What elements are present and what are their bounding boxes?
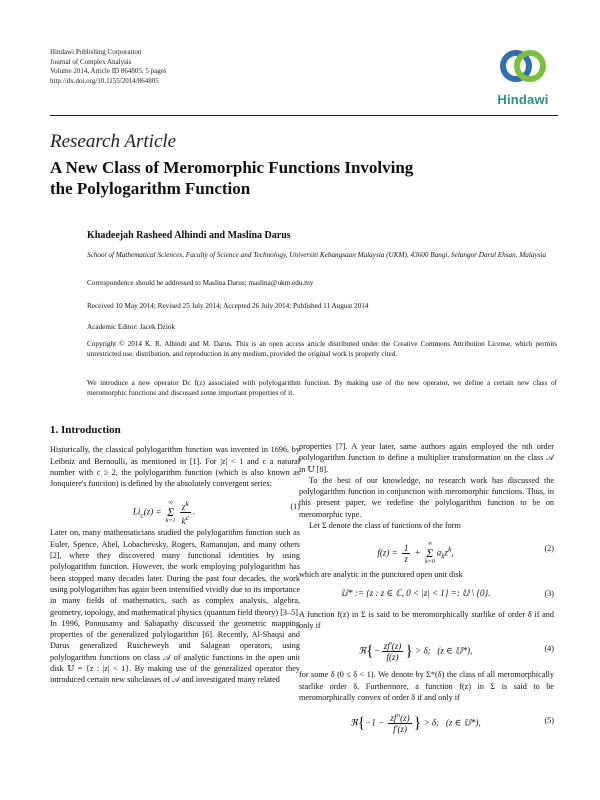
title-line-2: the Polylogarithm Function bbox=[50, 179, 251, 198]
academic-editor: Academic Editor: Jacek Dziok bbox=[87, 323, 176, 331]
equation-3 bbox=[299, 585, 554, 605]
right-column bbox=[299, 441, 554, 741]
journal-name: Journal of Complex Analysis bbox=[50, 57, 132, 66]
equation-number: (1) bbox=[290, 502, 300, 512]
equation-1: $Li_c(z)$ = ∞ Σ k=1 $\frac{z^k}{k^c}$ . (1) bbox=[132, 499, 300, 527]
volume-info: Volume 2014, Article ID 864805, 5 pages bbox=[50, 67, 167, 75]
paper-title bbox=[50, 157, 530, 199]
doi-link[interactable]: http://dx.doi.org/10.1155/2014/864805 bbox=[50, 76, 159, 85]
equation-number: (4) bbox=[544, 644, 554, 654]
equation-3-body: 𝕌* := {z : z ∈ ℂ, 0 < |z| < 1} =: 𝕌 \ {0}. bbox=[340, 587, 491, 598]
journal-header bbox=[50, 48, 167, 86]
right-paragraph-1: properties [7]. A year later, same authors again employed the nth order polylogarithm function to define a multiplier transformation on the class 𝒜 in 𝕌 [8]. bbox=[299, 442, 554, 474]
equation-number: (5) bbox=[544, 716, 554, 726]
author-list: Khadeejah Rasheed Alhindi and Maslina Darus bbox=[87, 230, 291, 241]
section-heading: 1. Introduction bbox=[50, 424, 121, 436]
publication-dates: Received 10 May 2014; Revised 25 July 2014; Accepted 26 July 2014; Published 11 August 2014 bbox=[87, 302, 369, 310]
left-column bbox=[50, 425, 300, 686]
correspondence: Correspondence should be addressed to Maslina Darus; maslina@ukm.edu.my bbox=[87, 279, 314, 287]
equation-5: ℜ{−1 − $\frac{zf''(z)}{f'(z)}$ } > δ; (z ∈ 𝕌*), (5) bbox=[350, 713, 554, 735]
logo-wordmark: Hindawi bbox=[497, 92, 549, 107]
equation-number: (3) bbox=[544, 588, 554, 598]
abstract: We introduce a new operator Dc f(z) associated with polylogarithm function. By making use of the new operator, we define a certain new class of meromorphic functions and discussed some important properties of it. bbox=[87, 378, 557, 397]
equation-number: (2) bbox=[544, 544, 554, 554]
right-paragraph-2: To the best of our knowledge, no research work has discussed the polylogarithm function in conjunction with meromorphic functions. Thus, in this present paper, we redefine the polylogarithm function to be on meromorphic type. bbox=[299, 475, 554, 519]
intro-paragraph-2: Later on, many mathematicians studied the polylogarithm function such as Euler, Spence, Abel, Lobachevsky, Rogers, Ramanujan, and many others [2], where they discovered many functional identities by using polylogarithm function. However, the work employing polylogarithm has been stopped many decades later. During the past four decades, the work using polylogarithm has again been intensified vividly due to its importance in many fields of mathematics, such as complex analysis, algebra, geometry, topology, and mathematical physics (quantum field theory) [3–5]. In 1996, Ponnusamy and Sabapathy discussed the geometric mapping properties of the generalized polylogarithm [6]. Recently, Al-Shaqsi and Darus generalized Ruscheweyh and Salagean operators, using polylogarithm functions on class 𝒜 of analytic functions in the open unit disk 𝕌 = {z : |z| < 1}. By making use of the generalized operator they introduced certain new subclasses of 𝒜 and investigated many related bbox=[50, 528, 300, 685]
equation-2: f(z) = $\frac{1}{z}$ + ∞ Σ $k=0a_kz^k$, (2) bbox=[377, 541, 554, 566]
copyright-notice: Copyright © 2014 K. R. Alhindi and M. Darus. This is an open access article distributed under the Creative Commons Attribution License, which permits unrestricted use, distribution, and reproduction in any medium, provided the original work is properly cited. bbox=[87, 340, 557, 358]
affiliation: School of Mathematical Sciences, Faculty of Science and Technology, Universiti Kebangsaan Malaysia (UKM), 43600 Bangi, Selangor Darul Ehsan, Malaysia bbox=[87, 251, 547, 259]
title-line-1: A New Class of Meromorphic Functions Involving bbox=[50, 158, 414, 177]
intro-paragraph-1: Historically, the classical polylogarithm function was invented in 1696, by Leibniz and Bernoulli, as mentioned in [1]. For |z| < 1 and c a natural number with c ≥ 2, the polylogarithm function (which is also known as Jonquiere's function) is defined by the absolutely convergent series: bbox=[50, 445, 300, 489]
right-paragraph-3: Let Σ denote the class of functions of the form bbox=[309, 521, 461, 531]
header-divider bbox=[50, 115, 558, 116]
publisher-name: Hindawi Publishing Corporation bbox=[50, 48, 142, 56]
right-paragraph-5: A function f(z) in Σ is said to be meromorphically starlike of order δ if and only if bbox=[299, 609, 554, 630]
article-type: Research Article bbox=[50, 131, 177, 152]
right-paragraph-6: for some δ (0 ≤ δ < 1). We denote by Σ*(δ) the class of all meromorphically starlike order δ. Furthermore, a function f(z) in Σ is said to be meromorphically convex of order δ if and only if bbox=[299, 670, 554, 702]
right-paragraph-4: which are analytic in the punctured open unit disk bbox=[299, 570, 463, 580]
equation-4: ℜ{− $\frac{zf'(z)}{f(z)}$ } > δ; (z ∈ 𝕌*), (4) bbox=[358, 641, 554, 663]
